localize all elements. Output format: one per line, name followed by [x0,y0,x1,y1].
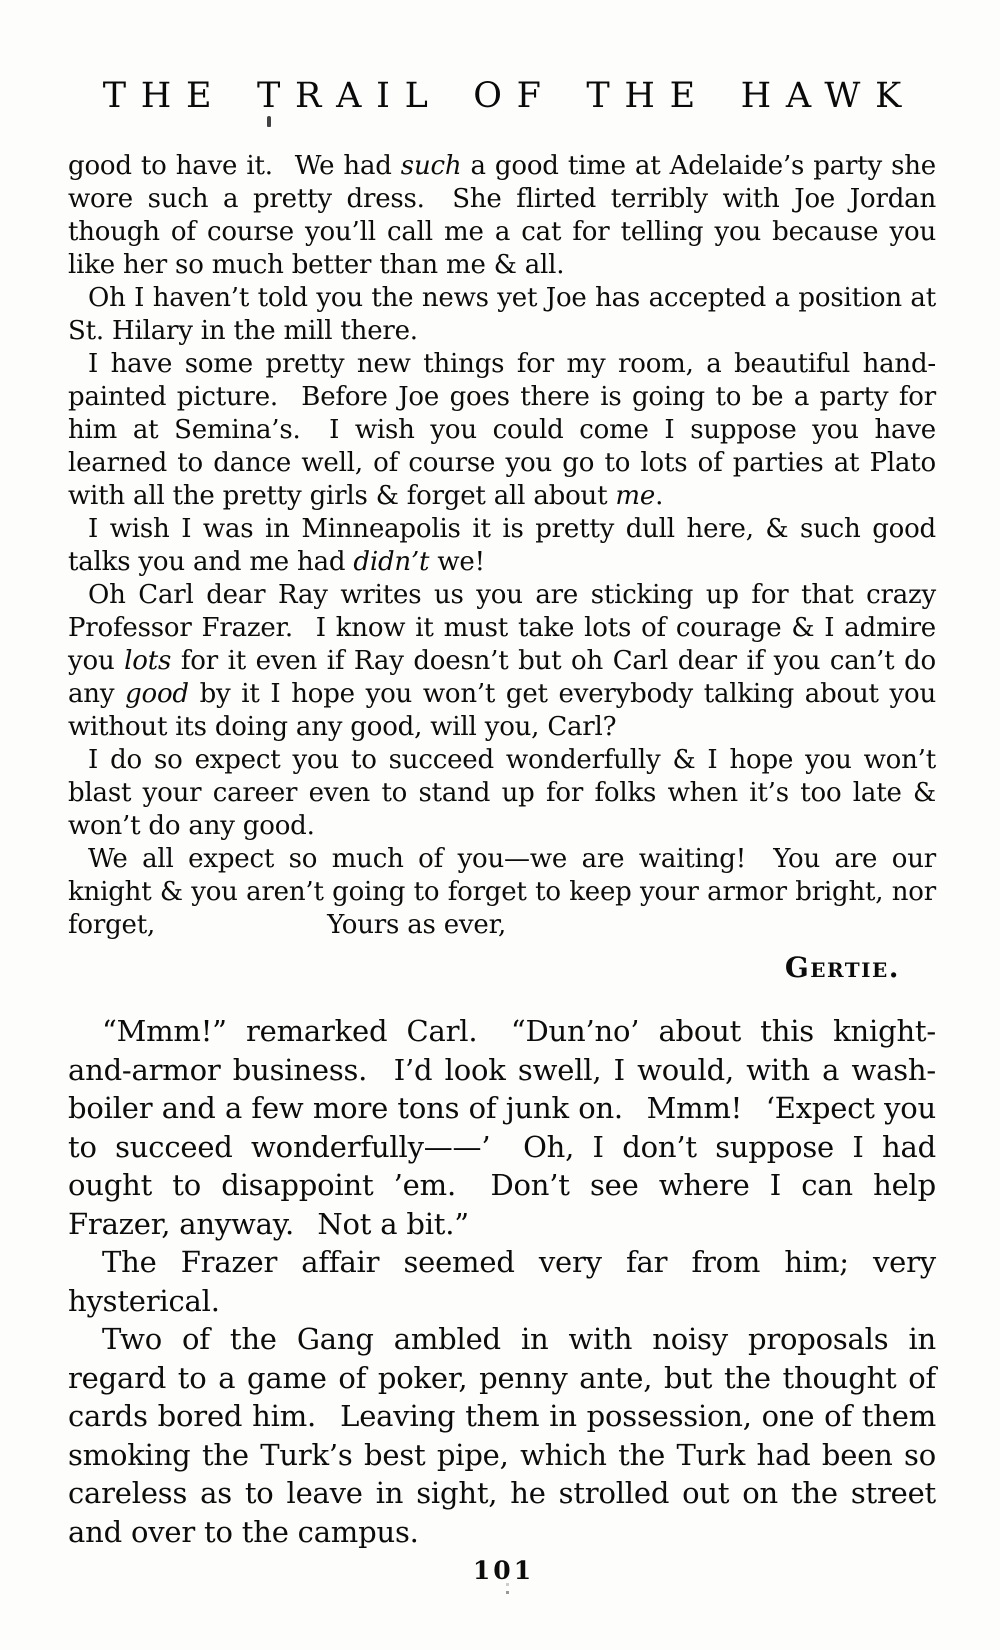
narrative-body [68,1012,936,1551]
scan-artifact [267,116,271,127]
paragraph: I have some pretty new things for my room, a beautiful hand-painted picture. Before Joe goes there is going to be a party for him at Semina’s. I wish you could come I suppose you have learned to dance well, of course you go to lots of parties at Plato with all the pretty girls & forget all about me. [68,349,936,511]
paragraph: I do so expect you to succeed wonderfully & I hope you won’t blast your career even to stand up for folks when it’s too late & won’t do any good. [68,745,936,841]
letter-signature: Gertie. [784,951,900,984]
page-header [68,76,936,116]
paragraph: I wish I was in Minneapolis it is pretty dull here, & such good talks you and me had didn’t we! [68,514,936,577]
page-footer [68,1556,936,1585]
letter-body [68,150,936,942]
running-head: THE TRAIL OF THE HAWK [102,76,916,116]
scan-artifact [506,1591,509,1594]
paragraph: Oh I haven’t told you the news yet Joe has accepted a position at St. Hilary in the mill there. [68,283,936,346]
paragraph: The Frazer affair seemed very far from him; very hysterical. [68,1245,936,1318]
paragraph: “Mmm!” remarked Carl. “Dun’no’ about this knight-and-armor business. I’d look swell, I would, with a wash-boiler and a few more tons of junk on. Mmm! ‘Expect you to succeed wonderfully——’ Oh, I don’t suppose I had ought to disappoint ’em. Don’t see where I can help Frazer, anyway. Not a bit.” [68,1014,936,1241]
paragraph: good to have it. We had such a good time at Adelaide’s party she wore such a pretty dress. She flirted terribly with Joe Jordan though of course you’ll call me a cat for telling you because you like her so much better than me & all. [68,151,936,280]
paragraph: We all expect so much of you—we are waiting! You are our knight & you aren’t going to forget to keep your armor bright, nor forget, Yours as ever, [68,844,936,940]
paragraph: Oh Carl dear Ray writes us you are sticking up for that crazy Professor Frazer. I know it must take lots of courage & I admire you lots for it even if Ray doesn’t but oh Carl dear if you can’t do any good by it I hope you won’t get everybody talking about you without its doing any good, will you, Carl? [68,580,937,742]
page-number: 101 [472,1556,535,1585]
paragraph: Two of the Gang ambled in with noisy proposals in regard to a game of poker, penny ante, but the thought of cards bored him. Leaving them in possession, one of them smoking the Turk’s best pipe, which the Turk had been so careless as to leave in sight, he strolled out on the street and over to the campus. [68,1322,936,1549]
